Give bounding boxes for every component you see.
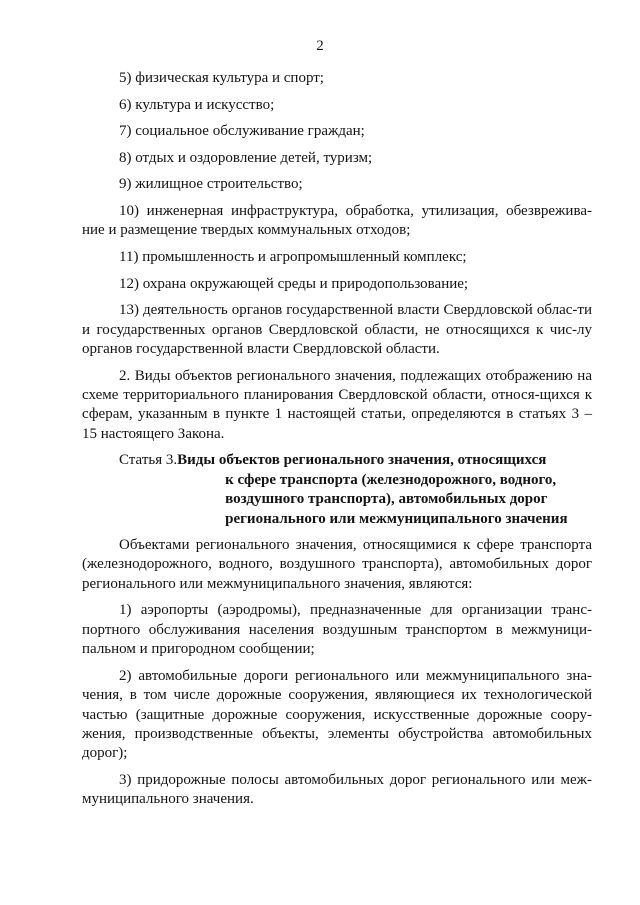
document-body	[82, 69, 592, 817]
article-heading	[82, 451, 592, 529]
list-item: 1) аэропорты (аэродромы), предназначенные для организации транс-портного обслуживания населения воздушным транспортом в межмуници-пальном и пригородном сообщении;	[82, 602, 592, 658]
page-number: 2	[316, 38, 324, 54]
article-title-line: к сфере транспорта (железнодорожного, водного,	[225, 471, 557, 488]
list-item: 5) физическая культура и спорт;	[119, 70, 324, 86]
list-item: 8) отдых и оздоровление детей, туризм;	[119, 149, 373, 166]
list-item: 9) жилищное строительство;	[119, 176, 303, 193]
article-title	[177, 451, 592, 529]
article-intro-paragraph: Объектами регионального значения, относящимися к сфере транспорта (железнодорожного, водного, воздушного транспорта), автомобильных дорог регионального или межмуниципального значения, являются:	[82, 537, 592, 592]
list-item: 10) инженерная инфраструктура, обработка, утилизация, обезврежива-ние и размещение твердых коммунальных отходов;	[82, 202, 592, 239]
article-title-line: воздушного транспорта), автомобильных дорог	[225, 491, 548, 508]
article-label: Статья 3.	[119, 452, 178, 469]
list-item: 2) автомобильные дороги регионального или межмуниципального зна-чения, в том числе дорожные сооружения, являющиеся их технологической частью (защитные дорожные сооружения, искусственные дорожные соору-жения, производственные объекты, элементы обустройства автомобильных дорог);	[82, 667, 592, 762]
list-item: 7) социальное обслуживание граждан;	[119, 123, 365, 140]
list-item: 3) придорожные полосы автомобильных дорог регионального или меж-муниципального значения.	[82, 772, 592, 808]
list-item: 12) охрана окружающей среды и природопользование;	[119, 275, 469, 292]
point-2-paragraph: 2. Виды объектов регионального значения, подлежащих отображению на схеме территориального планирования Свердловской области, относя-щихся к сферам, указанным в пункте 1 настоящей статьи, определяются в статьях 3 – 15 настоящего Закона.	[82, 367, 592, 442]
article-title-line: Виды объектов регионального значения, относящихся	[177, 452, 547, 469]
list-item: 6) культура и искусство;	[119, 96, 275, 113]
list-item: 13) деятельность органов государственной власти Свердловской облас-ти и государственных органов Свердловской области, не относящихся к чис-лу органов государственной власти Свердловской области.	[82, 302, 592, 357]
list-item: 11) промышленность и агропромышленный комплекс;	[119, 248, 467, 265]
article-title-line: регионального или межмуниципального значения	[225, 510, 568, 527]
